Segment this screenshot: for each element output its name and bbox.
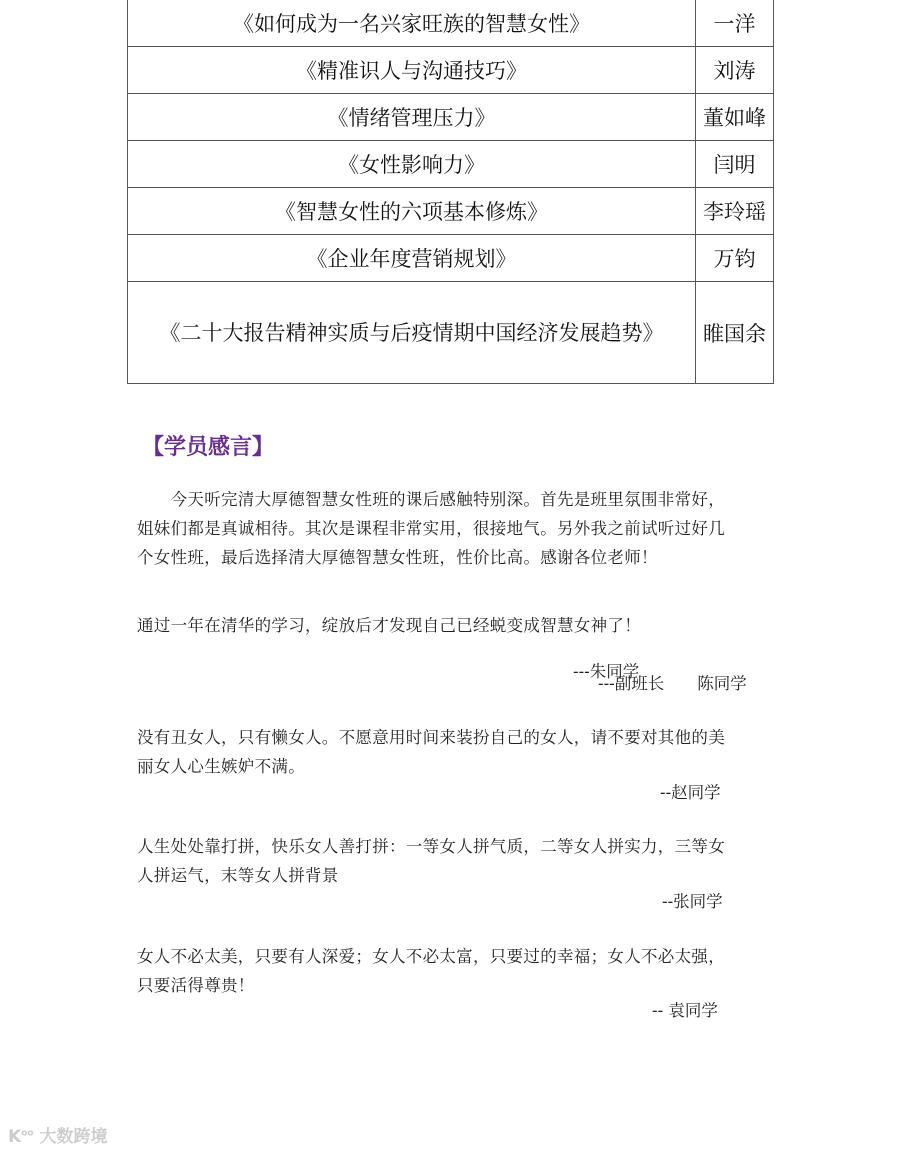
testimonial-signature: --张同学 — [662, 892, 723, 911]
testimonial-signature: ---朱同学 — [573, 662, 640, 681]
course-row — [128, 188, 774, 235]
course-teacher: 闫明 — [696, 141, 774, 188]
course-title: 《智慧女性的六项基本修炼》 — [128, 188, 696, 235]
course-row — [128, 94, 774, 141]
testimonial-line: 没有丑女人，只有懒女人。不愿意用时间来装扮自己的女人，请不要对其他的美 — [137, 728, 725, 747]
testimonial-line: 姐妹们都是真诚相待。其次是课程非常实用，很接地气。另外我之前试听过好几 — [137, 519, 725, 538]
course-teacher: 李玲瑶 — [696, 188, 774, 235]
course-row — [128, 282, 774, 384]
course-title: 《情绪管理压力》 — [128, 94, 696, 141]
testimonial-line: 个女性班，最后选择清大厚德智慧女性班，性价比高。感谢各位老师！ — [137, 548, 658, 567]
course-table — [127, 0, 774, 384]
testimonial-line: 人拼运气，末等女人拼背景 — [137, 866, 339, 885]
section-title: 【学员感言】 — [142, 435, 275, 460]
course-title: 《精准识人与沟通技巧》 — [128, 47, 696, 94]
course-row — [128, 47, 774, 94]
course-title: 《二十大报告精神实质与后疫情期中国经济发展趋势》 — [128, 282, 696, 384]
testimonial-line: 通过一年在清华的学习，绽放后才发现自己已经蜕变成智慧女神了！ — [137, 616, 641, 635]
testimonial-line: 女人不必太美，只要有人深爱；女人不必太富，只要过的幸福；女人不必太强， — [137, 947, 725, 966]
testimonial-signature: ---副班长 陈同学 — [598, 674, 747, 693]
course-teacher: 董如峰 — [696, 94, 774, 141]
course-title: 《如何成为一名兴家旺族的智慧女性》 — [128, 0, 696, 47]
testimonial-signature: -- 袁同学 — [652, 1001, 718, 1020]
course-row — [128, 235, 774, 282]
testimonial-line: 今天听完清大厚德智慧女性班的课后感触特别深。首先是班里氛围非常好， — [137, 490, 725, 509]
course-teacher: 刘涛 — [696, 47, 774, 94]
testimonial-line: 丽女人心生嫉妒不满。 — [137, 757, 305, 776]
testimonial-line: 只要活得尊贵！ — [137, 976, 255, 995]
course-title: 《女性影响力》 — [128, 141, 696, 188]
course-teacher: 万钧 — [696, 235, 774, 282]
course-row — [128, 141, 774, 188]
course-teacher: 睢国余 — [696, 282, 774, 384]
testimonial-line: 人生处处靠打拼，快乐女人善打拼：一等女人拼气质，二等女人拼实力，三等女 — [137, 837, 725, 856]
course-title: 《企业年度营销规划》 — [128, 235, 696, 282]
course-row — [128, 0, 774, 47]
testimonial-signature: --赵同学 — [660, 783, 721, 802]
watermark-logo: $K^{oo}$ 大数跨境 — [8, 1127, 108, 1147]
course-teacher: 一洋 — [696, 0, 774, 47]
watermark-text: 大数跨境 — [39, 1127, 108, 1147]
